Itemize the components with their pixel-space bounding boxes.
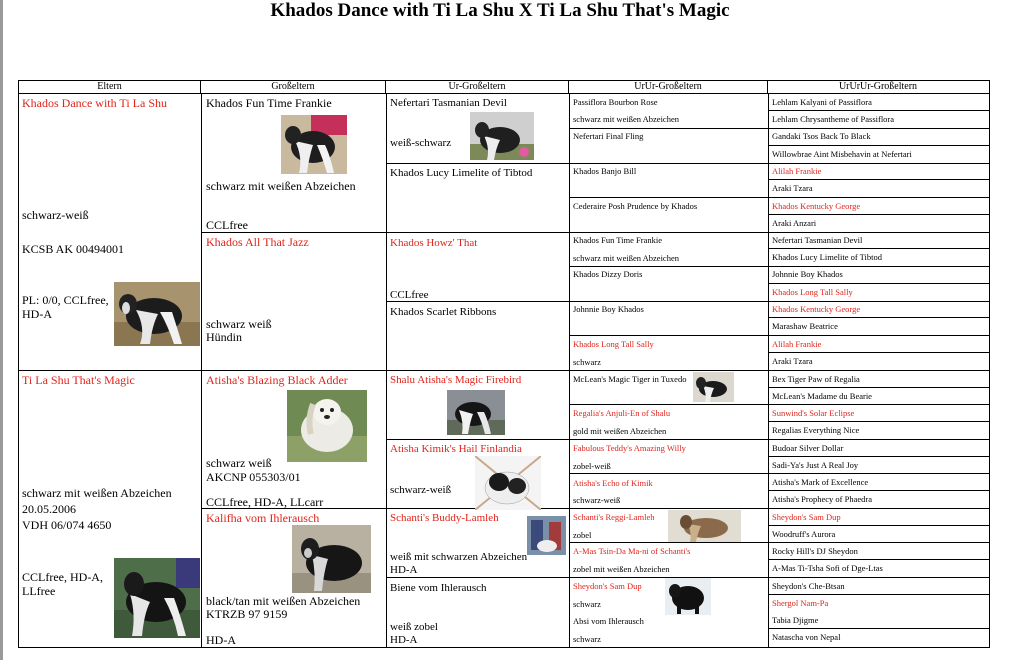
header-divider: [18, 93, 989, 94]
ggp-7-photo: [527, 516, 566, 555]
row-divider: [201, 232, 989, 233]
row-divider: [768, 387, 989, 388]
granddam-sd-name: Khados All That Jazz: [206, 235, 309, 249]
row-divider: [386, 439, 989, 440]
ggp-8-health: HD-A: [390, 634, 418, 646]
ggggp-name: Lehlam Chrysantheme of Passiflora: [772, 114, 895, 124]
header-grosseltern: Großeltern: [201, 81, 386, 93]
gggp-15-name: Sheydon's Sam Dup: [573, 581, 642, 591]
ggggp-name: Sheydon's Che-Btsan: [772, 581, 845, 591]
grandsire-ds-name: Atisha's Blazing Black Adder: [206, 373, 348, 387]
row-divider: [569, 542, 989, 543]
ggggp-name: Khados Kentucky George: [772, 304, 861, 314]
row-divider: [768, 145, 989, 146]
gggp-11-color: zobel-weiß: [573, 461, 611, 471]
ggp-7-color: weiß mit schwarzen Abzeichen: [390, 551, 528, 563]
row-divider: [768, 352, 989, 353]
ggggp-name: Khados Lucy Limelite of Tibtod: [772, 252, 883, 262]
ggp-6-color: schwarz-weiß: [390, 484, 452, 496]
sire-health: PL: 0/0, CCLfree,: [22, 293, 109, 307]
ggp-6-photo: [475, 456, 541, 510]
row-divider: [569, 404, 989, 405]
ggp-1-color: weiß-schwarz: [390, 137, 452, 149]
ggp-1-photo: [470, 112, 534, 160]
granddam-sd-sex: Hündin: [206, 330, 242, 344]
row-divider: [768, 456, 989, 457]
gggp-13-color: zobel: [573, 530, 592, 540]
ggggp-name: Atisha's Prophecy of Phaedra: [772, 494, 872, 504]
gggp-4-name: Cederaire Posh Prudence by Khados: [573, 201, 698, 211]
grandsire-ss-name: Khados Fun Time Frankie: [206, 96, 332, 110]
gggp-14-name: A-Mas Tsin-Da Ma-ni of Schanti's: [573, 546, 691, 556]
ggp-5-photo: [447, 390, 505, 435]
ggggp-name: Budoar Silver Dollar: [772, 443, 844, 453]
row-divider: [768, 421, 989, 422]
gggp-16-color: schwarz: [573, 634, 601, 644]
row-divider: [768, 490, 989, 491]
header-ururur-grosseltern: UrUrUr-Großeltern: [838, 81, 918, 92]
gggp-14-color: zobel mit weißen Abzeichen: [573, 564, 670, 574]
ggggp-name: Khados Long Tall Sally: [772, 287, 853, 297]
ggggp-name: McLean's Madame du Bearie: [772, 391, 872, 401]
page-left-edge: [0, 0, 3, 660]
header-ur-grosseltern: Ur-Großeltern: [386, 81, 569, 93]
row-divider: [569, 266, 989, 267]
ggp-7-health: HD-A: [390, 564, 418, 576]
gggp-8-name: Khados Long Tall Sally: [573, 339, 654, 349]
row-divider: [768, 283, 989, 284]
gggp-1-color: schwarz mit weißen Abzeichen: [573, 114, 679, 124]
grandsire-ss-photo: [281, 115, 347, 174]
dam-birthdate: 20.05.2006: [22, 502, 76, 516]
gggp-1-name: Passiflora Bourbon Rose: [573, 97, 658, 107]
row-divider: [768, 628, 989, 629]
dam-photo: [114, 558, 200, 638]
gggp-16-name: Absi vom Ihlerausch: [573, 616, 644, 626]
sire-health: HD-A: [22, 307, 52, 321]
gggp-3-name: Khados Banjo Bill: [573, 166, 637, 176]
row-divider: [768, 525, 989, 526]
ggp-6-name: Atisha Kimik's Hail Finlandia: [390, 443, 522, 455]
granddam-dd-name: Kalifha vom Ihlerausch: [206, 511, 320, 525]
grandsire-ds-registration: AKCNP 055303/01: [206, 470, 301, 484]
gggp-12-name: Atisha's Echo of Kimik: [573, 478, 653, 488]
row-divider: [768, 214, 989, 215]
gggp-9-name: McLean's Magic Tiger in Tuxedo: [573, 374, 687, 384]
row-divider: [768, 110, 989, 111]
ggp-8-color: weiß zobel: [390, 621, 438, 633]
row-divider: [386, 301, 989, 302]
grandsire-ds-photo: [287, 390, 367, 462]
ggp-2-name: Khados Lucy Limelite of Tibtod: [390, 167, 533, 179]
ggggp-name: Rocky Hill's DJ Sheydon: [772, 546, 858, 556]
ggggp-name: Araki Tzara: [772, 356, 813, 366]
gggp-11-name: Fabulous Teddy's Amazing Willy: [573, 443, 686, 453]
ggggp-name: Sheydon's Sam Dup: [772, 512, 841, 522]
gggp-12-color: schwarz-weiß: [573, 495, 621, 505]
gggp-15-color: schwarz: [573, 599, 601, 609]
ggggp-name: Marashaw Beatrice: [772, 321, 838, 331]
dam-name: Ti La Shu That's Magic: [22, 373, 135, 387]
ggggp-name: Willowbrae Aint Misbehavin at Nefertari: [772, 149, 912, 159]
granddam-dd-health: HD-A: [206, 633, 236, 647]
ggggp-name: Lehlam Kalyani of Passiflora: [772, 97, 872, 107]
page-title: Khados Dance with Ti La Shu X Ti La Shu That's Magic: [270, 0, 730, 21]
gggp-13-photo: [668, 510, 741, 542]
sire-color: schwarz-weiß: [22, 208, 89, 222]
row-divider: [768, 559, 989, 560]
dam-health: LLfree: [22, 584, 56, 598]
gggp-6-name: Khados Dizzy Doris: [573, 269, 643, 279]
ggggp-name: Alilah Frankie: [772, 339, 822, 349]
row-divider: [569, 335, 989, 336]
gggp-9-photo: [693, 372, 734, 402]
header-urur-grosseltern: UrUr-Großeltern: [569, 81, 768, 93]
granddam-dd-color: black/tan mit weißen Abzeichen: [206, 594, 361, 608]
ggp-8-name: Biene vom Ihlerausch: [390, 582, 487, 594]
ggp-5-name: Shalu Atisha's Magic Firebird: [390, 374, 522, 386]
grandsire-ds-color: schwarz weiß: [206, 456, 272, 470]
gggp-8-color: schwarz: [573, 357, 601, 367]
ggggp-name: Shergol Nam-Pa: [772, 598, 829, 608]
row-divider: [768, 594, 989, 595]
ggggp-name: Bex Tiger Paw of Regalia: [772, 374, 860, 384]
gggp-15-photo: [665, 578, 711, 615]
ggggp-name: Araki Tzara: [772, 183, 813, 193]
granddam-dd-registration: KTRZB 97 9159: [206, 607, 288, 621]
ggggp-name: Natascha von Nepal: [772, 632, 841, 642]
dam-color: schwarz mit weißen Abzeichen: [22, 486, 172, 500]
granddam-sd-color: schwarz weiß: [206, 317, 272, 331]
sire-registration: KCSB AK 00494001: [22, 242, 125, 256]
ggggp-name: Johnnie Boy Khados: [772, 269, 843, 279]
row-divider: [386, 163, 989, 164]
dam-registration: VDH 06/074 4650: [22, 518, 112, 532]
gggp-13-name: Schanti's Reggi-Lamleh: [573, 512, 655, 522]
ggggp-name: A-Mas Ti-Tsha Sofi of Dge-Ltas: [772, 563, 883, 573]
gggp-10-name: Regalia's Anjuli-En of Shalu: [573, 408, 671, 418]
row-divider: [768, 179, 989, 180]
ggggp-name: Nefertari Tasmanian Devil: [772, 235, 863, 245]
ggggp-name: Sadi-Ya's Just A Real Joy: [772, 460, 859, 470]
ggggp-name: Alilah Frankie: [772, 166, 822, 176]
dam-health: CCLfree, HD-A,: [22, 570, 103, 584]
sire-name: Khados Dance with Ti La Shu: [22, 96, 167, 110]
sire-photo: [114, 282, 200, 346]
row-divider: [18, 370, 989, 371]
ggggp-name: Woodruff's Aurora: [772, 529, 836, 539]
gggp-10-color: gold mit weißen Abzeichen: [573, 426, 667, 436]
ggp-4-name: Khados Scarlet Ribbons: [390, 306, 497, 318]
row-divider: [569, 473, 989, 474]
ggggp-name: Araki Anzari: [772, 218, 817, 228]
ggggp-name: Atisha's Mark of Excellence: [772, 477, 869, 487]
gggp-5-name: Khados Fun Time Frankie: [573, 235, 663, 245]
ggp-7-name: Schanti's Buddy-Lamleh: [390, 512, 499, 524]
row-divider: [768, 248, 989, 249]
row-divider: [569, 197, 989, 198]
ggggp-name: Tabia Djigme: [772, 615, 819, 625]
ggp-3-name: Khados Howz' That: [390, 237, 478, 249]
gggp-5-color: schwarz mit weißen Abzeichen: [573, 253, 679, 263]
row-divider: [768, 317, 989, 318]
granddam-dd-photo: [292, 525, 371, 593]
ggggp-name: Gandaki Tsos Back To Black: [772, 131, 871, 141]
ggggp-name: Regalias Everything Nice: [772, 425, 860, 435]
ggggp-name: Sunwind's Solar Eclipse: [772, 408, 855, 418]
gggp-7-name: Johnnie Boy Khados: [573, 304, 644, 314]
grandsire-ss-health: CCLfree: [206, 218, 248, 232]
header-eltern: Eltern: [19, 81, 201, 93]
ggp-3-health: CCLfree: [390, 289, 429, 301]
grandsire-ds-health: CCLfree, HD-A, LLcarr: [206, 495, 324, 509]
ggp-1-name: Nefertari Tasmanian Devil: [390, 97, 507, 109]
gggp-2-name: Nefertari Final Fling: [573, 131, 644, 141]
grandsire-ss-color: schwarz mit weißen Abzeichen: [206, 179, 356, 193]
ggggp-name: Khados Kentucky George: [772, 201, 861, 211]
row-divider: [569, 128, 989, 129]
